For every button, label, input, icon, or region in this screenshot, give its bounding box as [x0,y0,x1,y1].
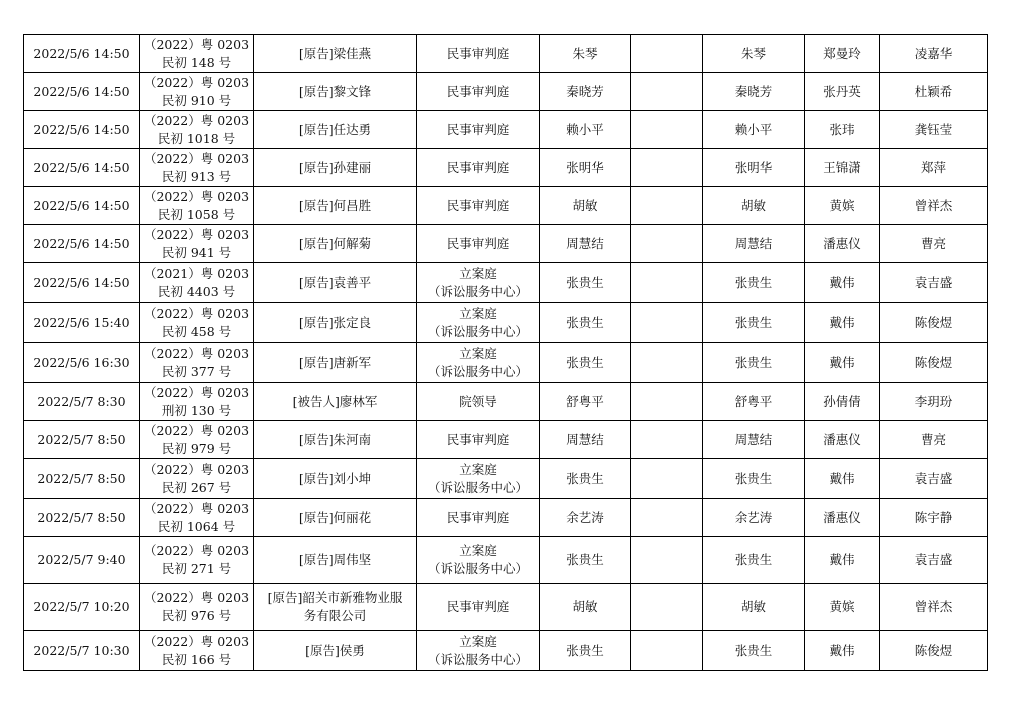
clerk-cell: 张玮 [805,111,880,149]
table-row [24,421,988,459]
table-row [24,111,988,149]
party-cell: [原告]任达勇 [254,111,417,149]
party-cell: [原告]梁佳燕 [254,35,417,73]
department-cell: 民事审判庭 [417,111,540,149]
presiding-judge-cell: 张贵生 [703,263,805,303]
assistant-cell: 袁吉盛 [880,263,988,303]
clerk-cell: 潘惠仪 [805,225,880,263]
case-number-cell: （2022）粤 0203 刑初 130 号 [140,383,254,421]
presiding-judge-cell: 舒粤平 [703,383,805,421]
department-cell: 民事审判庭 [417,149,540,187]
judge-cell: 张贵生 [540,459,631,499]
hearing-time-cell: 2022/5/6 14:50 [24,35,140,73]
assistant-cell: 曾祥杰 [880,187,988,225]
clerk-cell: 王锦潇 [805,149,880,187]
party-cell: [原告]侯勇 [254,631,417,671]
party-cell: [原告]韶关市新雅物业服 务有限公司 [254,584,417,631]
assistant-cell: 袁吉盛 [880,537,988,584]
judge-cell: 朱琴 [540,35,631,73]
case-number-cell: （2022）粤 0203 民初 267 号 [140,459,254,499]
blank-cell [631,537,703,584]
clerk-cell: 戴伟 [805,459,880,499]
case-number-cell: （2022）粤 0203 民初 976 号 [140,584,254,631]
table-row [24,149,988,187]
blank-cell [631,73,703,111]
presiding-judge-cell: 朱琴 [703,35,805,73]
department-cell: 立案庭 （诉讼服务中心） [417,459,540,499]
assistant-cell: 郑萍 [880,149,988,187]
hearing-schedule-table [23,34,988,671]
blank-cell [631,499,703,537]
department-cell: 立案庭 （诉讼服务中心） [417,303,540,343]
hearing-time-cell: 2022/5/6 14:50 [24,263,140,303]
clerk-cell: 黄嫔 [805,584,880,631]
assistant-cell: 袁吉盛 [880,459,988,499]
table-row [24,225,988,263]
presiding-judge-cell: 张贵生 [703,459,805,499]
blank-cell [631,343,703,383]
hearing-time-cell: 2022/5/7 10:20 [24,584,140,631]
presiding-judge-cell: 张贵生 [703,303,805,343]
judge-cell: 舒粤平 [540,383,631,421]
blank-cell [631,35,703,73]
clerk-cell: 潘惠仪 [805,421,880,459]
assistant-cell: 杜颖希 [880,73,988,111]
department-cell: 民事审判庭 [417,187,540,225]
party-cell: [原告]朱河南 [254,421,417,459]
table-row [24,303,988,343]
presiding-judge-cell: 胡敏 [703,187,805,225]
hearing-time-cell: 2022/5/7 8:50 [24,499,140,537]
clerk-cell: 戴伟 [805,303,880,343]
case-number-cell: （2022）粤 0203 民初 166 号 [140,631,254,671]
clerk-cell: 郑曼玲 [805,35,880,73]
case-number-cell: （2022）粤 0203 民初 910 号 [140,73,254,111]
assistant-cell: 凌嘉华 [880,35,988,73]
blank-cell [631,149,703,187]
table-row [24,499,988,537]
hearing-time-cell: 2022/5/7 8:30 [24,383,140,421]
table-row [24,263,988,303]
blank-cell [631,584,703,631]
case-number-cell: （2022）粤 0203 民初 1064 号 [140,499,254,537]
table-row [24,187,988,225]
department-cell: 立案庭 （诉讼服务中心） [417,263,540,303]
hearing-time-cell: 2022/5/6 16:30 [24,343,140,383]
presiding-judge-cell: 张明华 [703,149,805,187]
assistant-cell: 曹亮 [880,225,988,263]
party-cell: [原告]黎文锋 [254,73,417,111]
blank-cell [631,421,703,459]
presiding-judge-cell: 胡敏 [703,584,805,631]
department-cell: 民事审判庭 [417,73,540,111]
judge-cell: 赖小平 [540,111,631,149]
clerk-cell: 潘惠仪 [805,499,880,537]
clerk-cell: 张丹英 [805,73,880,111]
judge-cell: 张贵生 [540,537,631,584]
table-row [24,343,988,383]
blank-cell [631,263,703,303]
hearing-time-cell: 2022/5/7 8:50 [24,459,140,499]
hearing-time-cell: 2022/5/6 14:50 [24,149,140,187]
department-cell: 民事审判庭 [417,584,540,631]
party-cell: [原告]孙建丽 [254,149,417,187]
assistant-cell: 陈俊煜 [880,343,988,383]
department-cell: 立案庭 （诉讼服务中心） [417,631,540,671]
judge-cell: 周慧结 [540,225,631,263]
case-number-cell: （2022）粤 0203 民初 458 号 [140,303,254,343]
party-cell: [原告]何昌胜 [254,187,417,225]
table-row [24,459,988,499]
blank-cell [631,459,703,499]
case-number-cell: （2022）粤 0203 民初 941 号 [140,225,254,263]
judge-cell: 张贵生 [540,631,631,671]
judge-cell: 张贵生 [540,263,631,303]
party-cell: [原告]何解菊 [254,225,417,263]
hearing-time-cell: 2022/5/6 14:50 [24,111,140,149]
department-cell: 民事审判庭 [417,35,540,73]
table-row [24,73,988,111]
department-cell: 院领导 [417,383,540,421]
case-number-cell: （2022）粤 0203 民初 1058 号 [140,187,254,225]
table-row [24,537,988,584]
judge-cell: 张贵生 [540,343,631,383]
assistant-cell: 曹亮 [880,421,988,459]
table-row [24,631,988,671]
clerk-cell: 戴伟 [805,631,880,671]
assistant-cell: 曾祥杰 [880,584,988,631]
judge-cell: 胡敏 [540,584,631,631]
judge-cell: 秦晓芳 [540,73,631,111]
department-cell: 民事审判庭 [417,421,540,459]
presiding-judge-cell: 秦晓芳 [703,73,805,111]
presiding-judge-cell: 张贵生 [703,537,805,584]
blank-cell [631,187,703,225]
department-cell: 立案庭 （诉讼服务中心） [417,537,540,584]
blank-cell [631,303,703,343]
party-cell: [原告]何丽花 [254,499,417,537]
clerk-cell: 戴伟 [805,343,880,383]
case-number-cell: （2022）粤 0203 民初 377 号 [140,343,254,383]
judge-cell: 胡敏 [540,187,631,225]
presiding-judge-cell: 赖小平 [703,111,805,149]
party-cell: [原告]刘小坤 [254,459,417,499]
presiding-judge-cell: 周慧结 [703,225,805,263]
blank-cell [631,631,703,671]
hearing-time-cell: 2022/5/7 9:40 [24,537,140,584]
blank-cell [631,225,703,263]
blank-cell [631,111,703,149]
party-cell: [原告]唐新军 [254,343,417,383]
case-number-cell: （2022）粤 0203 民初 913 号 [140,149,254,187]
blank-cell [631,383,703,421]
party-cell: [原告]周伟坚 [254,537,417,584]
presiding-judge-cell: 周慧结 [703,421,805,459]
assistant-cell: 陈宇静 [880,499,988,537]
table-row [24,584,988,631]
table-row [24,383,988,421]
hearing-time-cell: 2022/5/6 14:50 [24,73,140,111]
hearing-time-cell: 2022/5/6 15:40 [24,303,140,343]
hearing-time-cell: 2022/5/6 14:50 [24,225,140,263]
clerk-cell: 孙倩倩 [805,383,880,421]
assistant-cell: 陈俊煜 [880,631,988,671]
assistant-cell: 李玥玢 [880,383,988,421]
hearing-time-cell: 2022/5/7 8:50 [24,421,140,459]
table-row [24,35,988,73]
hearing-time-cell: 2022/5/6 14:50 [24,187,140,225]
case-number-cell: （2022）粤 0203 民初 148 号 [140,35,254,73]
case-number-cell: （2022）粤 0203 民初 1018 号 [140,111,254,149]
case-number-cell: （2021）粤 0203 民初 4403 号 [140,263,254,303]
assistant-cell: 龚钰莹 [880,111,988,149]
department-cell: 民事审判庭 [417,225,540,263]
presiding-judge-cell: 张贵生 [703,631,805,671]
department-cell: 民事审判庭 [417,499,540,537]
party-cell: [原告]张定良 [254,303,417,343]
department-cell: 立案庭 （诉讼服务中心） [417,343,540,383]
assistant-cell: 陈俊煜 [880,303,988,343]
judge-cell: 周慧结 [540,421,631,459]
judge-cell: 余艺涛 [540,499,631,537]
presiding-judge-cell: 余艺涛 [703,499,805,537]
party-cell: [原告]袁善平 [254,263,417,303]
clerk-cell: 戴伟 [805,537,880,584]
judge-cell: 张贵生 [540,303,631,343]
hearing-time-cell: 2022/5/7 10:30 [24,631,140,671]
presiding-judge-cell: 张贵生 [703,343,805,383]
party-cell: [被告人]廖林军 [254,383,417,421]
schedule-body [24,35,988,671]
judge-cell: 张明华 [540,149,631,187]
clerk-cell: 黄嫔 [805,187,880,225]
case-number-cell: （2022）粤 0203 民初 979 号 [140,421,254,459]
clerk-cell: 戴伟 [805,263,880,303]
case-number-cell: （2022）粤 0203 民初 271 号 [140,537,254,584]
